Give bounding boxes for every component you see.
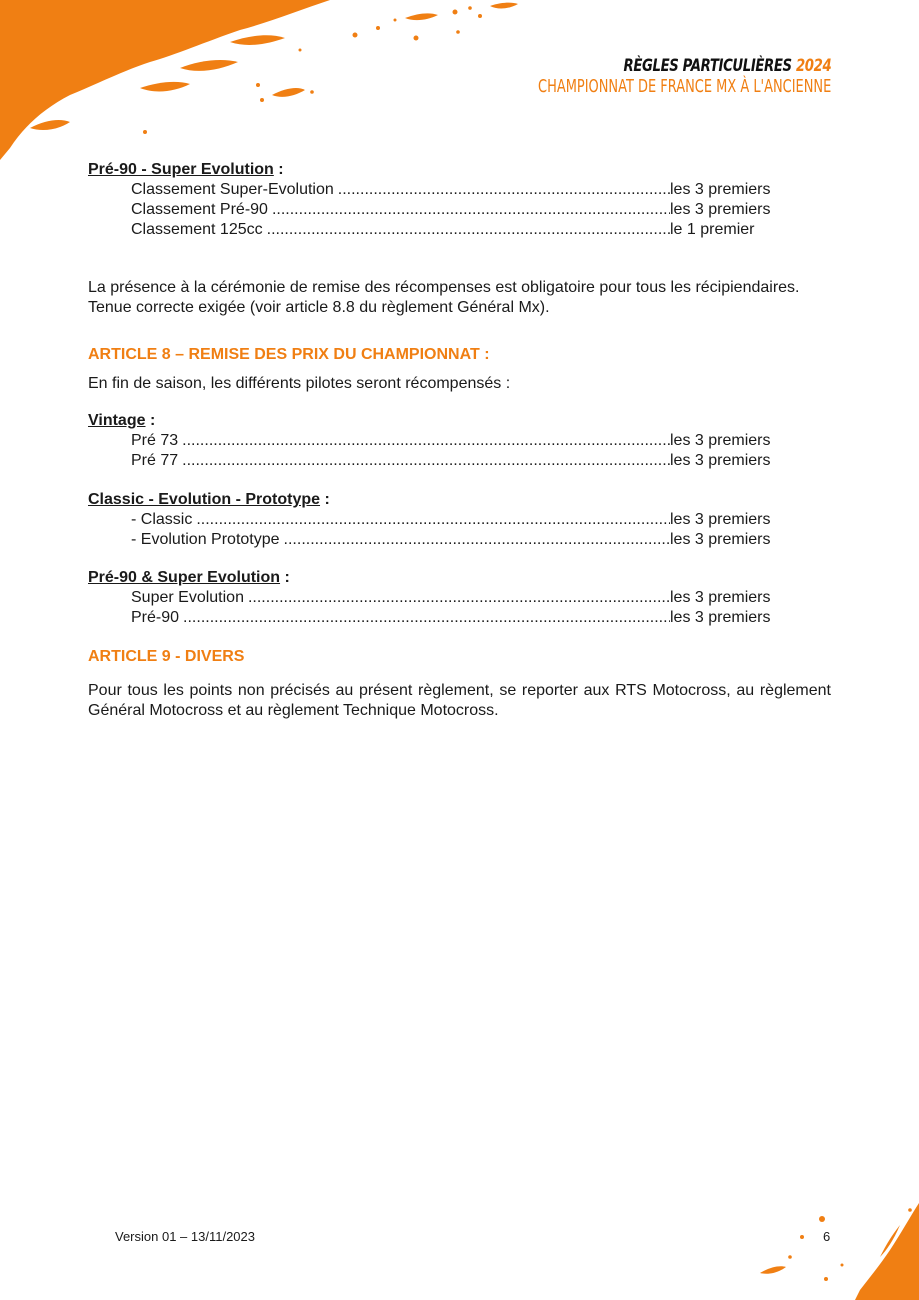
ranking-entry: Classement 125cc ..... le 1 premier bbox=[131, 220, 777, 240]
ranking-entry: - Classic ..... les 3 premiers bbox=[131, 510, 777, 530]
ceremony-line-1: La présence à la cérémonie de remise des récompenses est obligatoire pour tous les récipiendaires. bbox=[88, 279, 800, 296]
paint-splash-bottom-right-icon bbox=[750, 1195, 919, 1300]
article-8-intro: En fin de saison, les différents pilotes seront récompensés : bbox=[88, 375, 511, 392]
document-body bbox=[88, 160, 831, 721]
ranking-entry: Classement Pré-90 ..... les 3 premiers bbox=[131, 200, 777, 220]
article-9-heading: ARTICLE 9 - DIVERS bbox=[88, 648, 245, 665]
header-subtitle: CHAMPIONNAT DE FRANCE MX À L'ANCIENNE bbox=[537, 76, 831, 97]
section-title-pre90: Pré-90 - Super Evolution : bbox=[88, 161, 284, 178]
header-title: RÈGLES PARTICULIÈRES 2024 bbox=[623, 56, 831, 76]
group-title-pre90-super-evolution: Pré-90 & Super Evolution : bbox=[88, 569, 290, 586]
header-year: 2024 bbox=[795, 56, 831, 76]
ceremony-paragraph bbox=[88, 278, 831, 318]
ceremony-line-2: Tenue correcte exigée (voir article 8.8 du règlement Général Mx). bbox=[88, 299, 550, 316]
group-title-vintage: Vintage : bbox=[88, 412, 156, 429]
ranking-entry: Pré 73 ..... les 3 premiers bbox=[131, 431, 777, 451]
ranking-entry: - Evolution Prototype ..... les 3 premiers bbox=[131, 530, 777, 550]
footer-version: Version 01 – 13/11/2023 bbox=[115, 1229, 255, 1244]
ranking-entry: Pré-90 ..... les 3 premiers bbox=[131, 608, 777, 628]
article-8-heading: ARTICLE 8 – REMISE DES PRIX DU CHAMPIONNAT : bbox=[88, 346, 490, 363]
document-header bbox=[424, 56, 831, 98]
ranking-entry: Super Evolution ..... les 3 premiers bbox=[131, 588, 777, 608]
ranking-entry: Pré 77 ..... les 3 premiers bbox=[131, 451, 777, 471]
article-9-paragraph: Pour tous les points non précisés au présent règlement, se reporter aux RTS Motocross, au règlement Général Motocross et au règlement Technique Motocross. bbox=[88, 682, 831, 719]
group-title-classic: Classic - Evolution - Prototype : bbox=[88, 491, 330, 508]
page-number: 6 bbox=[823, 1229, 831, 1244]
ranking-entry: Classement Super-Evolution ..... les 3 premiers bbox=[131, 180, 777, 200]
